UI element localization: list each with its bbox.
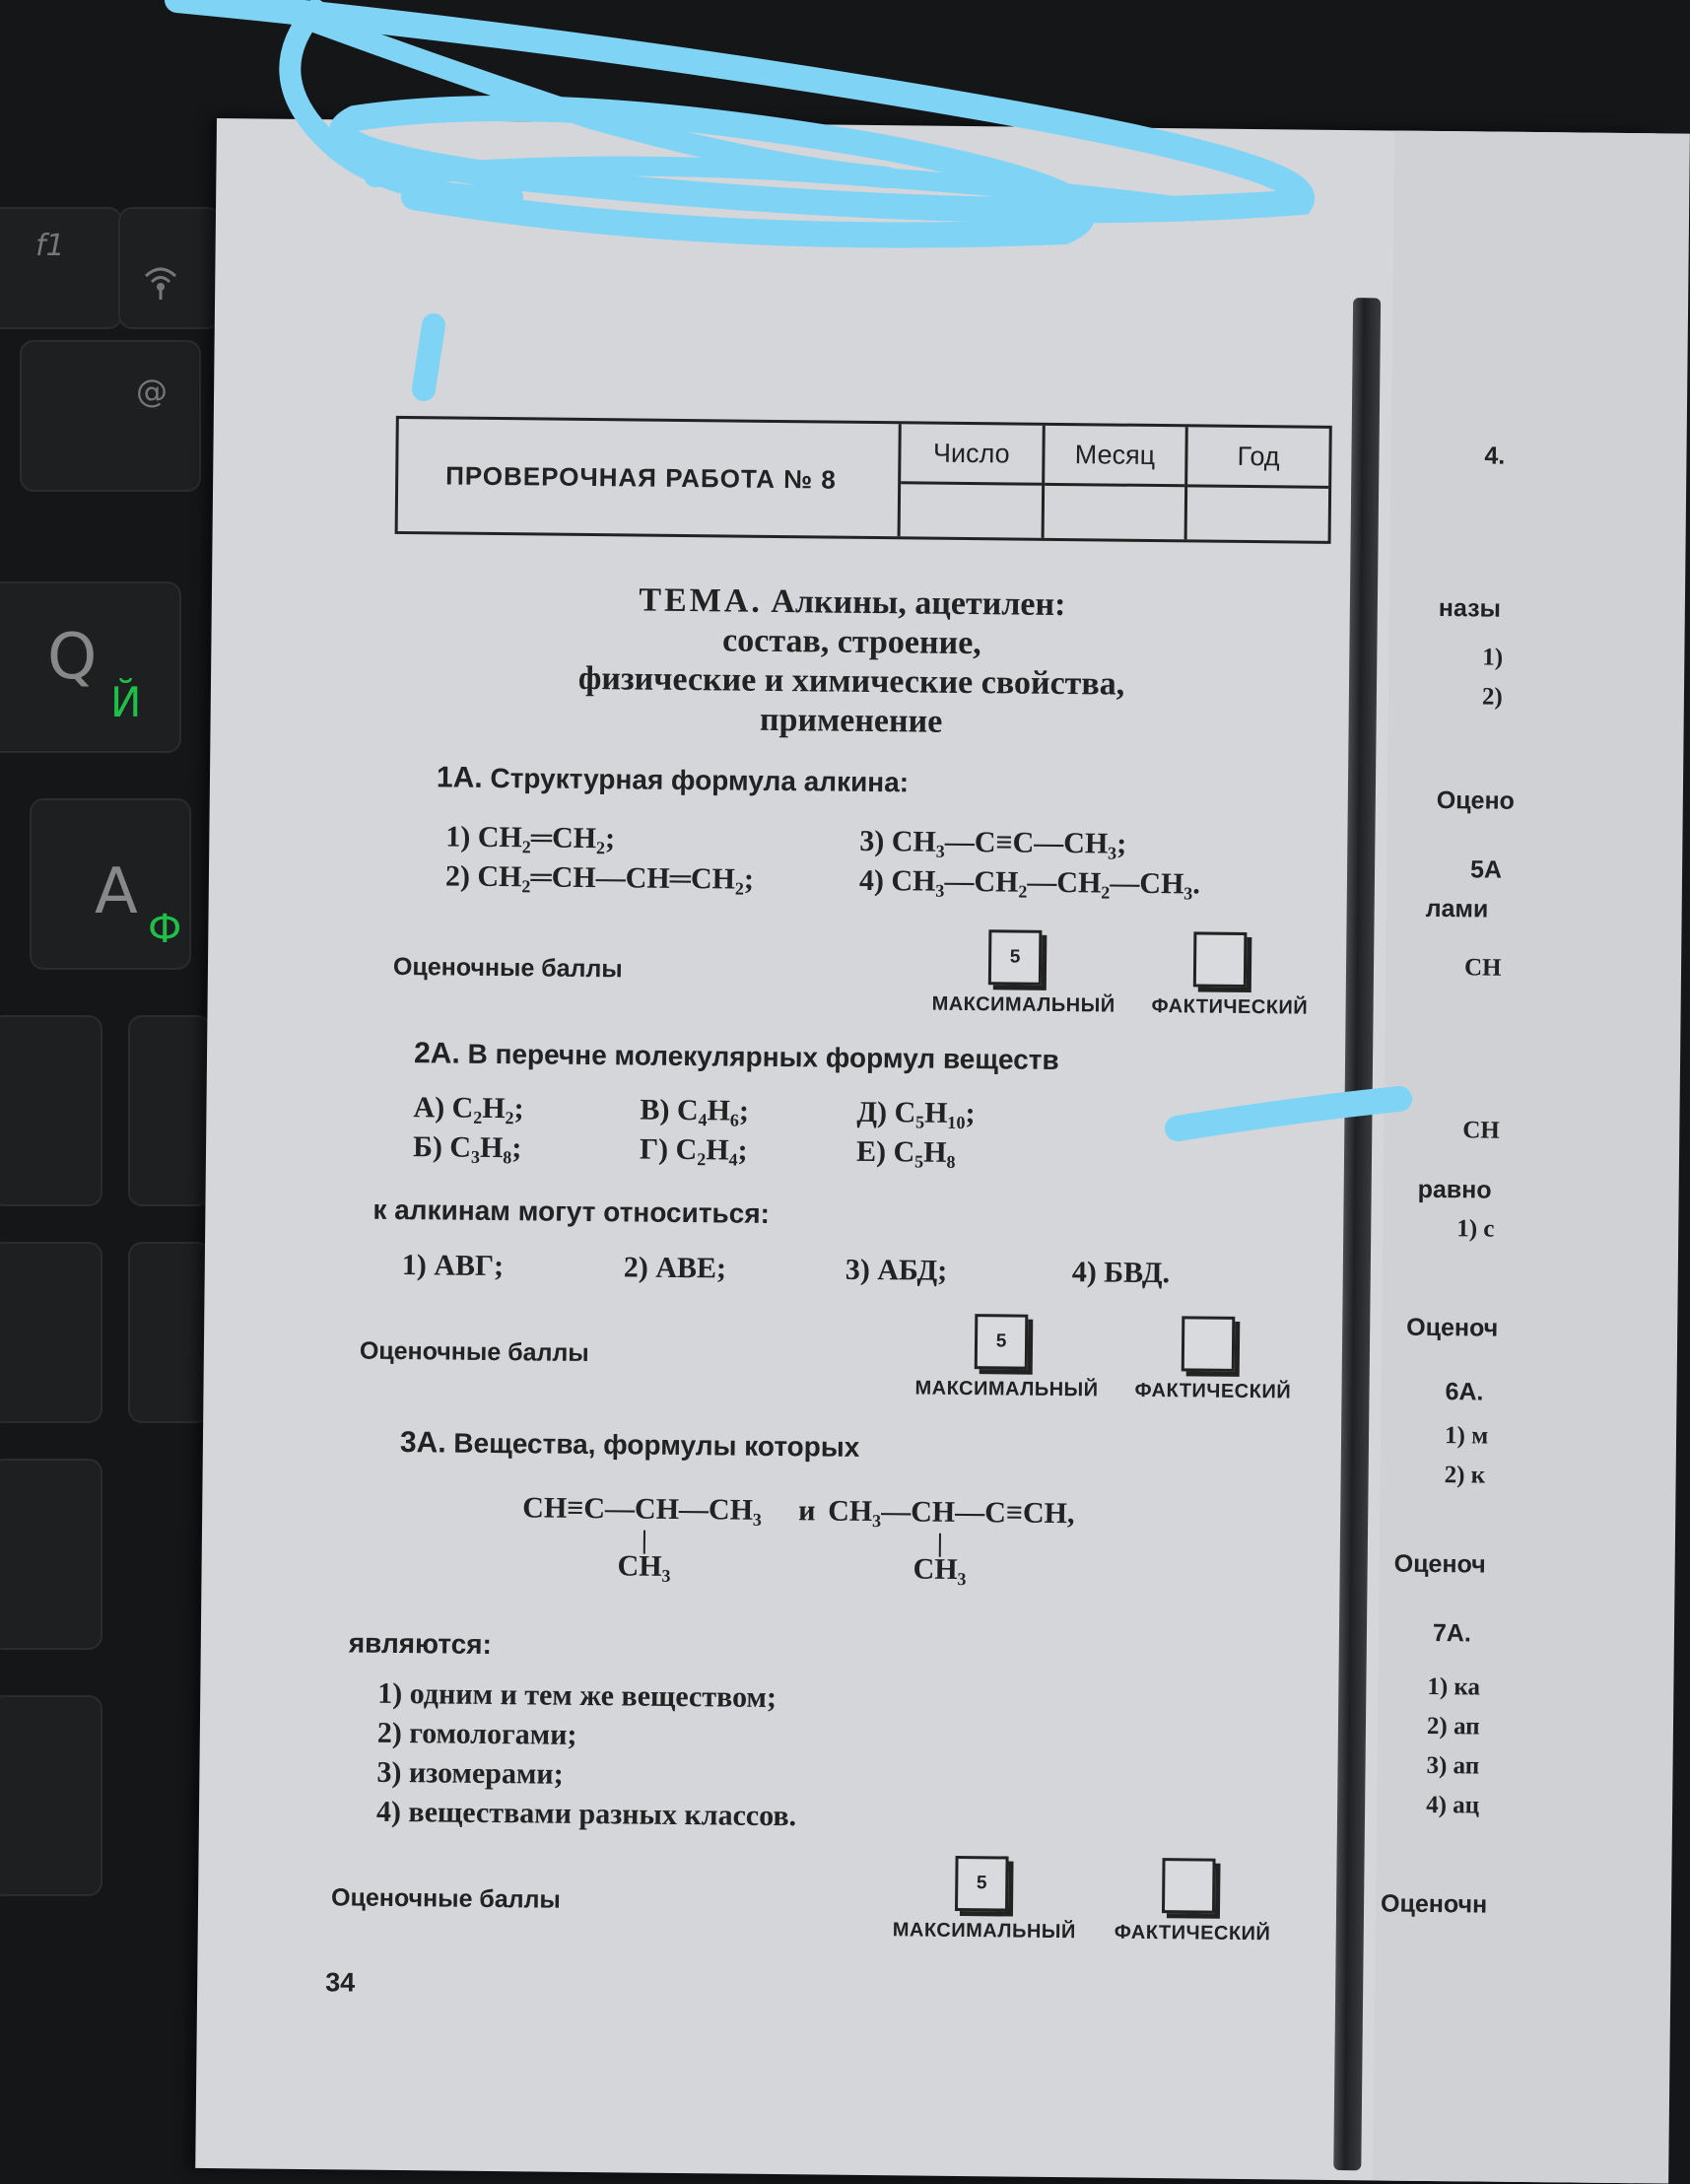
score-label: Оценочные баллы <box>330 1883 561 1914</box>
q2-option-1[interactable]: 1) АВГ; <box>401 1249 505 1283</box>
branch-right: CH₃ <box>913 1552 967 1587</box>
q3-option-3[interactable]: 3) изомерами; <box>376 1755 564 1791</box>
q3-subtext: являются: <box>348 1627 493 1661</box>
score-label: Оценочные баллы <box>392 952 623 984</box>
right-fragment: Оценоч <box>1393 1549 1486 1579</box>
q1-option-1[interactable]: 1) CH₂═CH₂; <box>445 820 616 855</box>
question-text: Вещества, формулы которых <box>453 1427 860 1463</box>
structural-formula-left: CH≡C—CH—CH₃ <box>522 1491 763 1527</box>
q3-option-1[interactable]: 1) одним и тем же веществом; <box>377 1676 777 1715</box>
structural-formula-right: CH₃—CH—C≡CH, <box>828 1494 1075 1531</box>
right-fragment: назы <box>1438 594 1502 623</box>
q1-option-2[interactable]: 2) CH₂═CH—CH═CH₂; <box>444 859 755 896</box>
max-score-caption: МАКСИМАЛЬНЫЙ <box>914 1377 1099 1401</box>
topic-lead: ТЕМА. <box>639 581 764 620</box>
question-text: Структурная формула алкина: <box>490 762 910 798</box>
right-fragment: 5А <box>1469 855 1503 884</box>
right-fragment: 1) <box>1482 644 1504 671</box>
right-fragment: Оценоч <box>1406 1313 1499 1342</box>
right-fragment: CH <box>1463 954 1502 982</box>
q3-option-4[interactable]: 4) веществами разных классов. <box>375 1795 797 1833</box>
right-fragment: Оценочн <box>1380 1889 1488 1919</box>
substance-g: Г) C₂H₄; <box>639 1132 748 1167</box>
q-key-latin-label: Q <box>47 621 98 694</box>
page-number: 34 <box>325 1967 356 1998</box>
right-fragment: 2) к <box>1444 1462 1486 1489</box>
right-fragment: 1) с <box>1456 1215 1495 1243</box>
question-number: 2А. <box>413 1037 460 1070</box>
month-header: Месяц <box>1045 426 1185 487</box>
substance-e: Е) C₅H₈ <box>855 1134 956 1169</box>
q2-option-4[interactable]: 4) БВД. <box>1071 1256 1171 1290</box>
substance-b: Б) C₃H₈; <box>412 1130 522 1165</box>
max-score-box: 5 <box>955 1856 1009 1912</box>
right-fragment: 3) ап <box>1426 1751 1480 1780</box>
substance-a: А) C₂H₂; <box>413 1091 524 1126</box>
max-score-caption: МАКСИМАЛЬНЫЙ <box>892 1919 1076 1944</box>
q2-option-2[interactable]: 2) АВЕ; <box>623 1251 727 1285</box>
f1-key-label: f1 <box>35 229 65 263</box>
right-fragment: 4) ац <box>1426 1791 1480 1819</box>
q1-option-3[interactable]: 3) CH₃—C≡C—CH₃; <box>859 824 1127 860</box>
right-fragment: 1) м <box>1444 1422 1489 1450</box>
substance-d: Д) C₅H₁₀; <box>856 1095 976 1130</box>
q1-option-4[interactable]: 4) CH₃—CH₂—CH₂—CH₃. <box>858 863 1201 901</box>
branch-left: CH₃ <box>617 1549 671 1583</box>
right-fragment: лами <box>1425 894 1489 923</box>
year-header: Год <box>1187 427 1328 488</box>
actual-score-caption: ФАКТИЧЕСКИЙ <box>1114 1921 1271 1945</box>
substance-v: В) C₄H₆; <box>640 1093 750 1127</box>
q-key-cyrillic-label: Й <box>110 678 142 726</box>
question-number: 3А. <box>399 1426 446 1460</box>
question-text: В перечне молекулярных формул веществ <box>467 1038 1059 1076</box>
right-fragment: 1) ка <box>1427 1672 1481 1701</box>
right-fragment: 6А. <box>1445 1378 1484 1406</box>
right-fragment: 2) ап <box>1426 1712 1480 1740</box>
right-fragment: равно <box>1417 1175 1492 1204</box>
max-score-caption: МАКСИМАЛЬНЫЙ <box>931 992 1115 1017</box>
question-number: 1А. <box>436 761 483 794</box>
q2-option-3[interactable]: 3) АБД; <box>845 1253 948 1287</box>
topic-line1: Алкины, ацетилен: <box>771 582 1066 624</box>
actual-score-caption: ФАКТИЧЕСКИЙ <box>1151 994 1309 1019</box>
a-key-cyrillic-label: Ф <box>148 907 182 952</box>
max-score-box: 5 <box>975 1314 1029 1370</box>
right-fragment: CH <box>1462 1117 1500 1144</box>
q2-subtext: к алкинам могут относиться: <box>372 1194 771 1229</box>
topic-line4: применение <box>759 701 943 740</box>
score-label: Оценочные баллы <box>359 1336 589 1368</box>
topic-line3: физические и химические свойства, <box>577 659 1125 703</box>
right-fragment: Оцено <box>1436 786 1516 815</box>
q3-option-2[interactable]: 2) гомологами; <box>376 1716 577 1751</box>
right-fragment: 4. <box>1484 442 1506 470</box>
topic-line2: состав, строение, <box>721 622 981 662</box>
right-fragment: 7А. <box>1432 1619 1472 1648</box>
test-title: ПРОВЕРОЧНАЯ РАБОТА № 8 <box>398 419 902 536</box>
max-score-box: 5 <box>988 929 1043 986</box>
at-key-label: @ <box>136 373 168 410</box>
actual-score-caption: ФАКТИЧЕСКИЙ <box>1134 1379 1292 1403</box>
formula-conjunction: и <box>798 1494 816 1528</box>
day-header: Число <box>901 424 1042 485</box>
a-key-latin-label: A <box>95 855 138 928</box>
right-fragment: 2) <box>1481 683 1503 711</box>
